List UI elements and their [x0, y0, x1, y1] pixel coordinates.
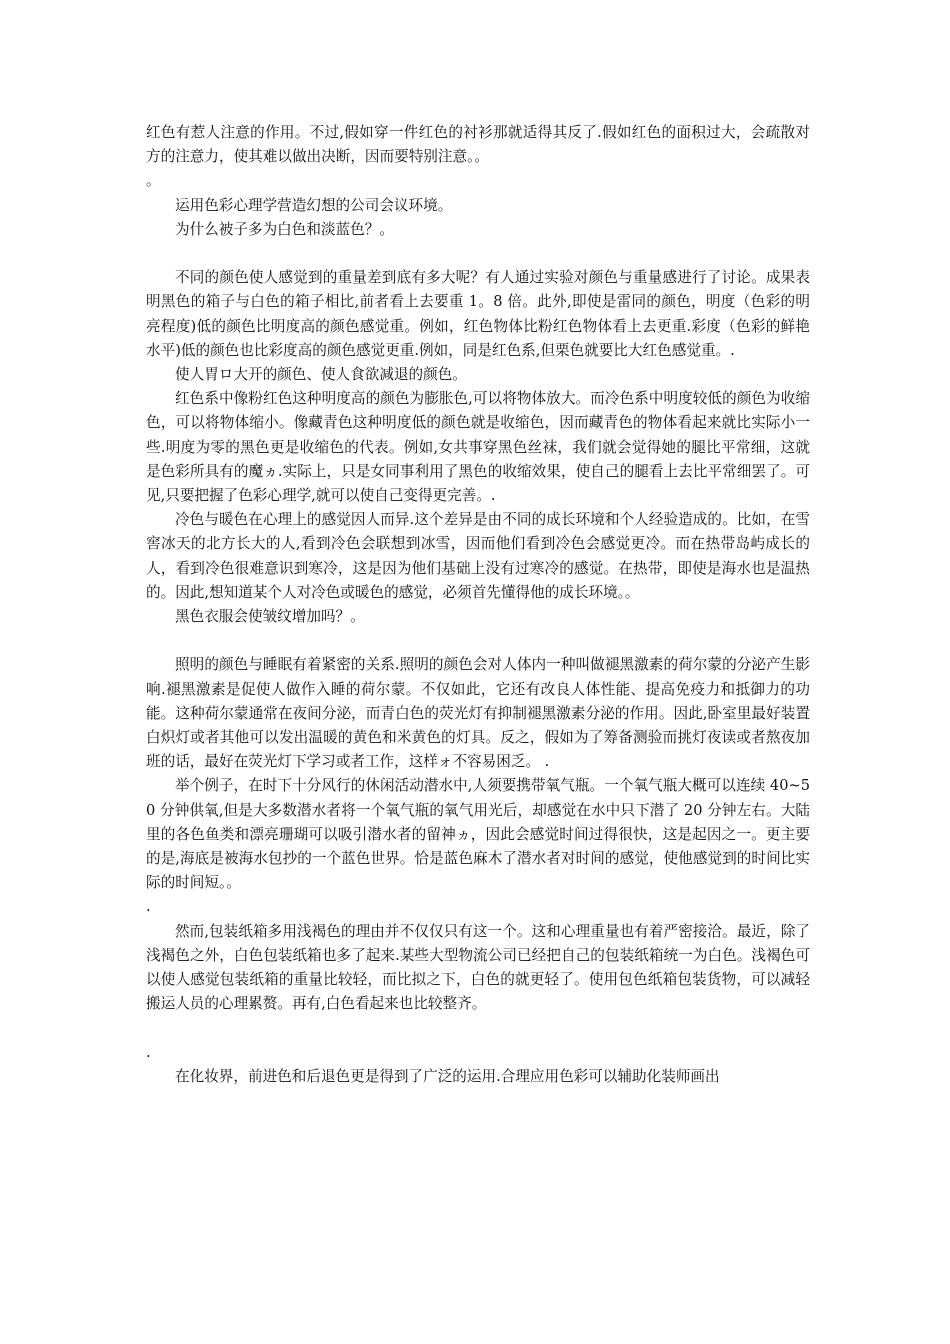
paragraph: 冷色与暖色在心理上的感觉因人而异.这个差异是由不同的成长环境和个人经验造成的。比如，在雪窖冰天的北方长大的人,看到冷色会联想到冰雪，因而他们看到冷色会感觉更冷。而在热带岛屿成长的人，看到冷色很难意识到寒冷，这是因为他们基础上没有过寒冷的感觉。在热带，即使是海水也是温热的。因此,想知道某个人对冷色或暖色的感觉，必须首先懂得他的成长环境。。: [146, 511, 810, 601]
paragraph: 为什么被子多为白色和淡蓝色？。: [175, 220, 394, 238]
paragraph: .: [146, 898, 151, 916]
paragraph: 黑色衣服会使皱纹增加吗？。: [175, 608, 365, 626]
blank-line: [146, 242, 810, 266]
paragraph: 红色系中像粉红色这种明度高的颜色为膨胀色,可以将物体放大。而冷色系中明度较低的颜色为收缩色，可以将物体缩小。像藏青色这种明度低的颜色就是收缩色，因而藏青色的物体看起来就比实际小一些.明度为零的黑色更是收缩色的代表。例如,女共事穿黑色丝袜，我们就会觉得她的腿比平常细，这就是色彩所具有的魔ヵ.实际上，只是女同事利用了黑色的收缩效果，使自己的腿看上去比平常细罢了。可见,只要把握了色彩心理学,就可以使自己变得更完善。.: [146, 390, 810, 505]
paragraph: 在化妆界，前进色和后退色更是得到了广泛的运用.合理应用色彩可以辅助化装师画出: [175, 1067, 720, 1085]
paragraph: .: [146, 1043, 151, 1061]
paragraph: 。: [146, 172, 161, 190]
paragraph: 使人胃ロ大开的颜色、使人食欲减退的颜色。: [175, 366, 467, 384]
paragraph: 举个例子，在时下十分风行的休闲活动潜水中,人须要携带氧气瓶。一个氧气瓶大概可以连续 40~50 分钟供氧,但是大多数潜水者将一个氧气瓶的氧气用光后，却感觉在水中只下潜了 20 分钟左右。大陆里的各色鱼类和漂亮珊瑚可以吸引潜水者的留神ヵ，因此会感觉时间过得很快，这是起因之一。更主要的是,海底是被海水包抄的一个蓝色世界。恰是蓝色麻木了潜水者对时间的感觉，使他感觉到的时间比实际的时间短。。: [146, 777, 810, 892]
document-body: [146, 121, 810, 1089]
paragraph: 红色有惹人注意的作用。不过,假如穿一件红色的衬衫那就适得其反了.假如红色的面积过大，会疏散对方的注意力，使其难以做出决断，因而要特别注意。。: [146, 124, 810, 166]
paragraph: 不同的颜色使人感觉到的重量差到底有多大呢？有人通过实验对颜色与重量感进行了讨论。成果表明黑色的箱子与白色的箱子相比,前者看上去要重 1。8 倍。此外,即使是雷同的颜色，明度（色彩的明亮程度)低的颜色比明度高的颜色感觉重。例如，红色物体比粉红色物体看上去更重.彩度（色彩的鲜艳水平)低的颜色也比彩度高的颜色感觉更重.例如，同是红色系,但栗色就要比大红色感觉重。.: [146, 269, 810, 359]
blank-line: [146, 629, 810, 653]
blank-line: [146, 1016, 810, 1040]
paragraph: 照明的颜色与睡眠有着紧密的关系.照明的颜色会对人体内一种叫做褪黑激素的荷尔蒙的分泌产生影响.褪黑激素是促使人做作入睡的荷尔蒙。不仅如此，它还有改良人体性能、提高免疫力和抵御力的功能。这种荷尔蒙通常在夜间分泌，而青白色的荧光灯有抑制褪黑激素分泌的作用。因此,卧室里最好装置白炽灯或者其他可以发出温暖的黄色和米黄色的灯具。反之，假如为了筹备测验而挑灯夜读或者熬夜加班的话，最好在荧光灯下学习或者工作，这样ォ不容易困乏。 .: [146, 656, 810, 771]
paragraph: 运用色彩心理学营造幻想的公司会议环境。: [175, 196, 453, 214]
paragraph: 然而,包装纸箱多用浅褐色的理由并不仅仅只有这一个。这和心理重量也有着严密接洽。最近，除了浅褐色之外，白色包装纸箱也多了起来.某些大型物流公司已经把自己的包装纸箱统一为白色。浅褐色可以使人感觉包装纸箱的重量比较轻，而比拟之下，白色的就更轻了。使用包色纸箱包装货物，可以减轻搬运人员的心理累赘。再有,白色看起来也比较整齐。: [146, 922, 810, 1013]
